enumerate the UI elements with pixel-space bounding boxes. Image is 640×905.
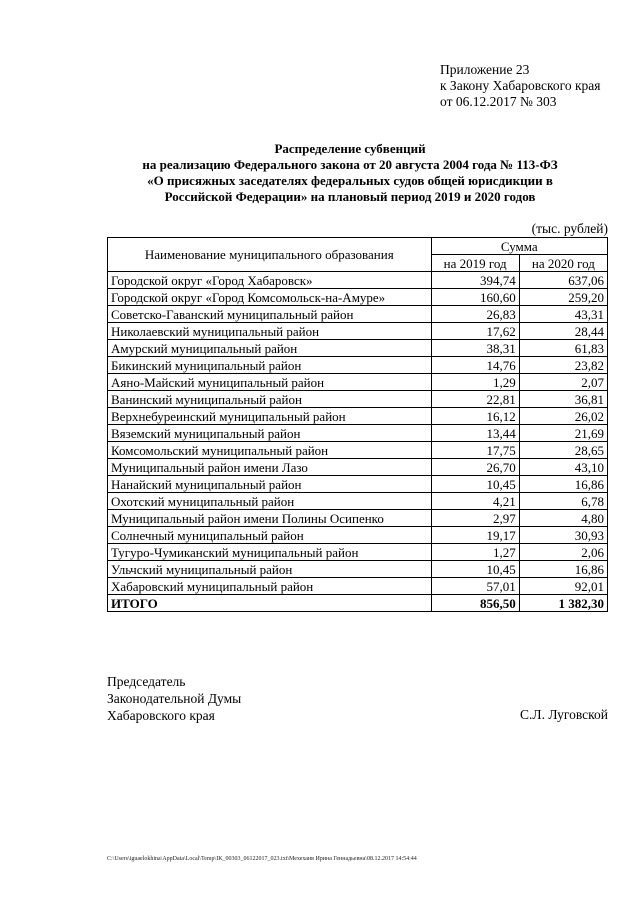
- appendix-number: Приложение 23: [440, 62, 530, 77]
- appendix-header: [440, 62, 601, 110]
- cell-municipality: ИТОГО: [108, 595, 432, 612]
- table-row: [108, 442, 608, 459]
- cell-municipality: Комсомольский муниципальный район: [108, 442, 432, 459]
- header-name: Наименование муниципального образования: [108, 238, 432, 272]
- header-sum: Сумма: [431, 238, 607, 255]
- signer-name: С.Л. Луговской: [520, 707, 608, 722]
- cell-municipality: Амурский муниципальный район: [108, 340, 432, 357]
- cell-2020: 637,06: [519, 272, 607, 289]
- cell-2019: 22,81: [431, 391, 519, 408]
- cell-municipality: Хабаровский муниципальный район: [108, 578, 432, 595]
- title-line-4: Российской Федерации» на плановый период 2019 и 2020 годов: [164, 189, 536, 204]
- cell-2019: 10,45: [431, 561, 519, 578]
- table-row: [108, 289, 608, 306]
- cell-2019: 10,45: [431, 476, 519, 493]
- cell-2020: 259,20: [519, 289, 607, 306]
- table-row: [108, 561, 608, 578]
- cell-2019: 2,97: [431, 510, 519, 527]
- table-row: [108, 544, 608, 561]
- header-2020: на 2020 год: [519, 255, 607, 272]
- cell-2019: 38,31: [431, 340, 519, 357]
- cell-municipality: Муниципальный район имени Полины Осипенко: [108, 510, 432, 527]
- cell-municipality: Вяземский муниципальный район: [108, 425, 432, 442]
- cell-2019: 4,21: [431, 493, 519, 510]
- table-row: [108, 374, 608, 391]
- table-row: [108, 510, 608, 527]
- cell-2019: 19,17: [431, 527, 519, 544]
- cell-municipality: Городской округ «Город Хабаровск»: [108, 272, 432, 289]
- cell-2019: 16,12: [431, 408, 519, 425]
- table-row: [108, 476, 608, 493]
- cell-municipality: Бикинский муниципальный район: [108, 357, 432, 374]
- appendix-law-ref: к Закону Хабаровского края: [440, 78, 601, 93]
- title-line-1: Распределение субвенций: [274, 141, 426, 156]
- table-row: [108, 527, 608, 544]
- table-row: [108, 578, 608, 595]
- cell-2020: 6,78: [519, 493, 607, 510]
- cell-municipality: Нанайский муниципальный район: [108, 476, 432, 493]
- table-body: [108, 272, 608, 612]
- table-row: [108, 340, 608, 357]
- cell-municipality: Тугуро-Чумиканский муниципальный район: [108, 544, 432, 561]
- cell-2019: 26,83: [431, 306, 519, 323]
- cell-2020: 4,80: [519, 510, 607, 527]
- file-path-footer: C:\Users\iguaelokhina\AppData\Local\Temp\IK_00303_06122017_023.txt\Мехеханв Ирина Геннадьевна\08.12.2017 14:54:44: [107, 856, 417, 862]
- cell-2020: 61,83: [519, 340, 607, 357]
- cell-2019: 57,01: [431, 578, 519, 595]
- cell-municipality: Городской округ «Город Комсомольск-на-Амуре»: [108, 289, 432, 306]
- table-row: [108, 323, 608, 340]
- signature-position-3: Хабаровского края: [107, 708, 215, 723]
- cell-2019: 1,27: [431, 544, 519, 561]
- cell-2019: 17,62: [431, 323, 519, 340]
- table-row: [108, 408, 608, 425]
- cell-2020: 2,07: [519, 374, 607, 391]
- cell-municipality: Советско-Гаванский муниципальный район: [108, 306, 432, 323]
- cell-2020: 16,86: [519, 561, 607, 578]
- appendix-date-number: от 06.12.2017 № 303: [440, 94, 557, 109]
- cell-municipality: Охотский муниципальный район: [108, 493, 432, 510]
- cell-2020: 92,01: [519, 578, 607, 595]
- title-line-3: «О присяжных заседателях федеральных судов общей юрисдикции в: [147, 173, 553, 188]
- cell-2019: 13,44: [431, 425, 519, 442]
- cell-2019: 394,74: [431, 272, 519, 289]
- cell-2020: 23,82: [519, 357, 607, 374]
- cell-2019: 26,70: [431, 459, 519, 476]
- table-row: [108, 306, 608, 323]
- signature-position-1: Председатель: [107, 674, 186, 689]
- cell-municipality: Ванинский муниципальный район: [108, 391, 432, 408]
- table-row: [108, 425, 608, 442]
- title-line-2: на реализацию Федерального закона от 20 августа 2004 года № 113-ФЗ: [142, 157, 558, 172]
- signature-position-2: Законодательной Думы: [107, 691, 242, 706]
- cell-2019: 1,29: [431, 374, 519, 391]
- cell-municipality: Николаевский муниципальный район: [108, 323, 432, 340]
- cell-2020: 28,44: [519, 323, 607, 340]
- table-row: [108, 493, 608, 510]
- table-row: [108, 459, 608, 476]
- cell-municipality: Верхнебуреинский муниципальный район: [108, 408, 432, 425]
- cell-2019: 17,75: [431, 442, 519, 459]
- cell-2020: 43,31: [519, 306, 607, 323]
- table-total-row: [108, 595, 608, 612]
- cell-municipality: Солнечный муниципальный район: [108, 527, 432, 544]
- table-row: [108, 391, 608, 408]
- units-label: (тыс. рублей): [531, 221, 608, 236]
- cell-2020: 16,86: [519, 476, 607, 493]
- table-row: [108, 357, 608, 374]
- cell-municipality: Муниципальный район имени Лазо: [108, 459, 432, 476]
- table-header-row: [108, 238, 608, 255]
- cell-2019: 14,76: [431, 357, 519, 374]
- cell-2020: 2,06: [519, 544, 607, 561]
- cell-2020: 30,93: [519, 527, 607, 544]
- cell-2020: 26,02: [519, 408, 607, 425]
- cell-2020: 36,81: [519, 391, 607, 408]
- cell-2020: 21,69: [519, 425, 607, 442]
- table-row: [108, 272, 608, 289]
- cell-municipality: Ульчский муниципальный район: [108, 561, 432, 578]
- cell-2020: 1 382,30: [519, 595, 607, 612]
- signature-block: [107, 673, 241, 724]
- document-title: [100, 141, 600, 205]
- cell-2020: 43,10: [519, 459, 607, 476]
- header-2019: на 2019 год: [431, 255, 519, 272]
- cell-2019: 160,60: [431, 289, 519, 306]
- cell-2019: 856,50: [431, 595, 519, 612]
- cell-2020: 28,65: [519, 442, 607, 459]
- subvention-table: [107, 237, 608, 612]
- cell-municipality: Аяно-Майский муниципальный район: [108, 374, 432, 391]
